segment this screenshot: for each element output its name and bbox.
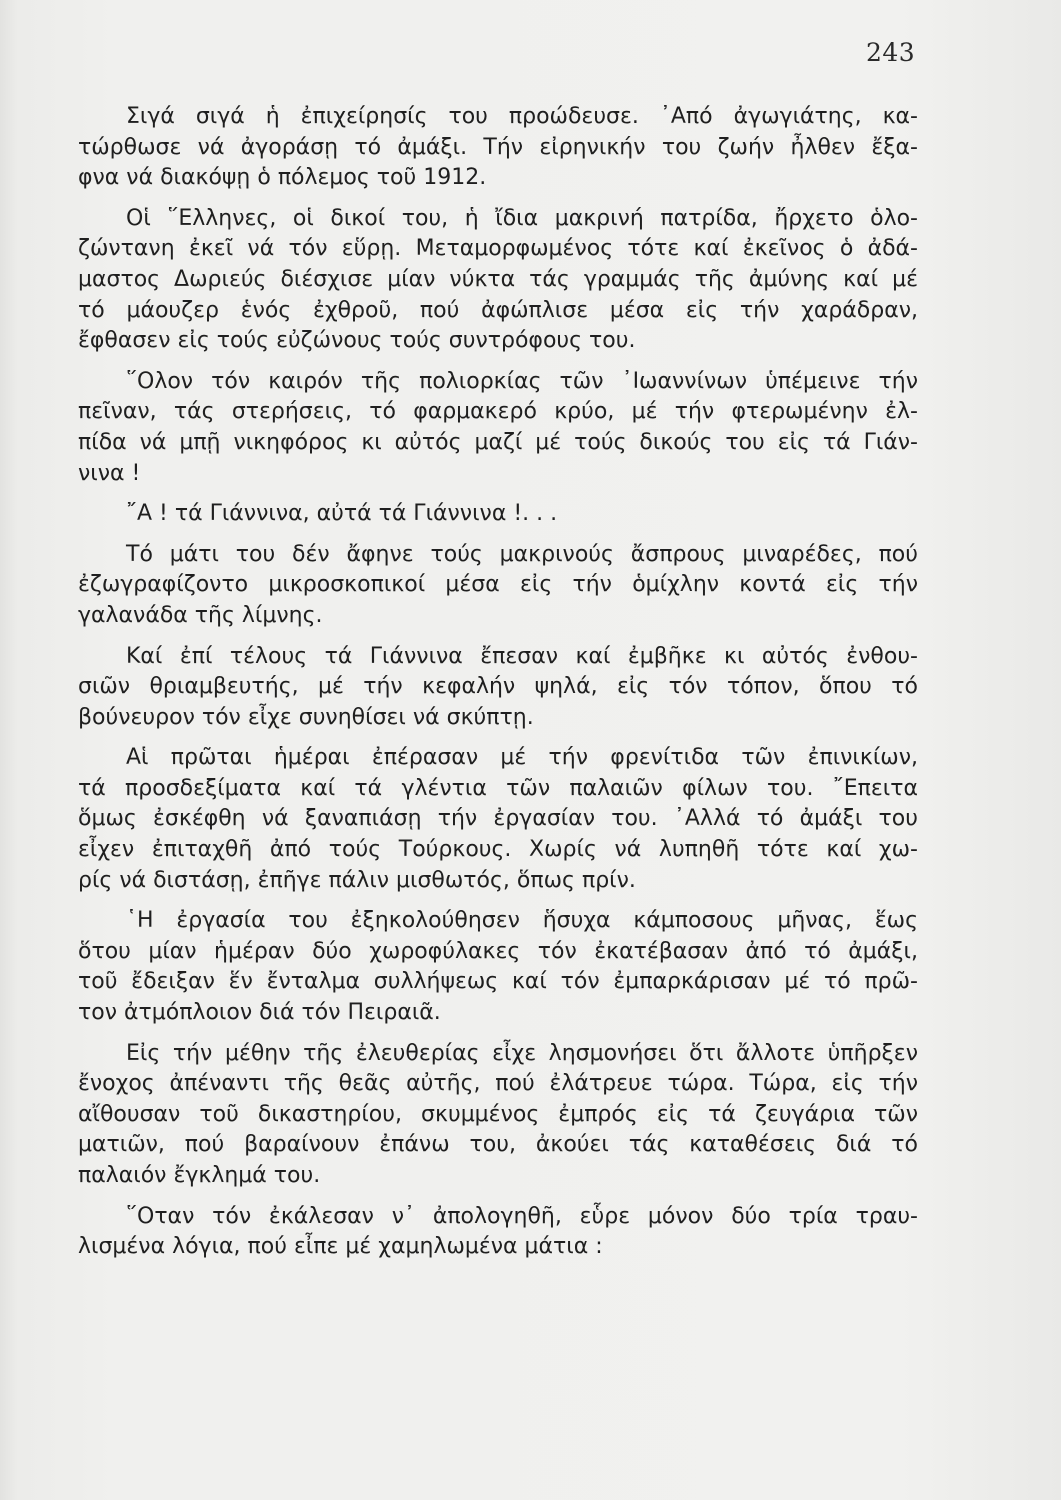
paragraph: [78, 204, 918, 357]
text-line: ἔφθασεν εἰς τούς εὐζώνους τούς συντρόφους του.: [78, 328, 636, 354]
text-line: μαστος Δωριεύς διέσχισε μίαν νύκτα τάς γραμμάς τῆς ἀμύνης καί μέ: [78, 266, 918, 292]
text-line: ζώντανη ἐκεῖ νά τόν εὕρῃ. Μεταμορφωμένος τότε καί ἐκεῖνος ὁ ἀδά-: [78, 236, 918, 262]
text-line: Οἱ ῞Ελληνες, οἱ δικοί του, ἡ ἴδια μακρινή πατρίδα, ἤρχετο ὁλο-: [126, 205, 918, 231]
paragraph: [78, 367, 918, 489]
paragraph: [78, 743, 918, 896]
text-line: αἴθουσαν τοῦ δικαστηρίου, σκυμμένος ἐμπρός εἰς τά ζευγάρια τῶν: [78, 1101, 918, 1127]
text-line: ῞Ολον τόν καιρόν τῆς πολιορκίας τῶν ᾽Ιωαννίνων ὑπέμεινε τήν: [126, 368, 918, 394]
text-line: ῞Οταν τόν ἐκάλεσαν ν᾽ ἀπολογηθῆ, εὗρε μόνον δύο τρία τραυ-: [126, 1203, 918, 1229]
text-line: γαλανάδα τῆς λίμνης.: [78, 602, 323, 628]
text-line: νινα !: [78, 460, 141, 486]
paragraph: [78, 102, 918, 194]
text-line: ῾Η ἐργασία του ἐξηκολούθησεν ἥσυχα κάμποσους μῆνας, ἕως: [126, 908, 918, 934]
text-line: τό μάουζερ ἑνός ἐχθροῦ, πού ἀφώπλισε μέσα εἰς τήν χαράδραν,: [78, 297, 918, 323]
text-line: βούνευρον τόν εἶχε συνηθίσει νά σκύπτῃ.: [78, 704, 534, 730]
paragraph: [78, 642, 918, 734]
text-line: Καί ἐπί τέλους τά Γιάννινα ἔπεσαν καί ἐμβῆκε κι αὐτός ἐνθου-: [126, 643, 918, 669]
text-line: παλαιόν ἔγκλημά του.: [78, 1163, 321, 1188]
paragraph: [78, 1202, 918, 1263]
text-line: φνα νά διακόψῃ ὁ πόλεμος τοῦ 1912.: [78, 165, 487, 191]
paragraph: [78, 540, 918, 632]
text-line: σιῶν θριαμβευτής, μέ τήν κεφαλήν ψηλά, εἰς τόν τόπον, ὅπου τό: [78, 674, 918, 700]
body-text: [78, 102, 918, 1273]
text-line: τώρθωσε νά ἀγοράσῃ τό ἀμάξι. Τήν εἰρηνικήν του ζωήν ἦλθεν ἔξα-: [78, 134, 918, 160]
text-line: Τό μάτι του δέν ἄφηνε τούς μακρινούς ἄσπρους μιναρέδες, πού: [126, 541, 918, 567]
text-line: εἶχεν ἐπιταχθῆ ἀπό τούς Τούρκους. Χωρίς νά λυπηθῆ τότε καί χω-: [78, 837, 918, 863]
text-line: ματιῶν, πού βαραίνουν ἐπάνω του, ἀκούει τάς καταθέσεις διά τό: [78, 1132, 918, 1158]
text-line: τά προσδεξίματα καί τά γλέντια τῶν παλαιῶν φίλων του. ῎Επειτα: [78, 775, 918, 801]
text-line: ὅμως ἐσκέφθη νά ξαναπιάσῃ τήν ἐργασίαν του. ᾽Αλλά τό ἀμάξι του: [78, 806, 918, 832]
text-line: τοῦ ἔδειξαν ἕν ἔνταλμα συλλήψεως καί τόν ἐμπαρκάρισαν μέ τό πρῶ-: [78, 969, 918, 995]
text-line: λισμένα λόγια, πού εἶπε μέ χαμηλωμένα μάτια :: [78, 1234, 603, 1260]
text-line: Εἰς τήν μέθην τῆς ἐλευθερίας εἶχε λησμονήσει ὅτι ἄλλοτε ὑπῆρξεν: [126, 1040, 918, 1066]
text-line: ἐζωγραφίζοντο μικροσκοπικοί μέσα εἰς τήν ὁμίχλην κοντά εἰς τήν: [78, 572, 918, 598]
text-line: Σιγά σιγά ἡ ἐπιχείρησίς του προώδευσε. ᾽Από ἀγωγιάτης, κα-: [126, 104, 918, 129]
paragraph: [78, 499, 918, 530]
paragraph: [78, 1039, 918, 1192]
text-line: ῎Α ! τά Γιάννινα, αὐτά τά Γιάννινα !. . .: [126, 501, 558, 527]
page-number: 243: [866, 38, 916, 67]
text-line: πίδα νά μπῇ νικηφόρος κι αὐτός μαζί μέ τούς δικούς του εἰς τά Γιάν-: [78, 429, 918, 455]
text-line: ρίς νά διστάσῃ, ἐπῆγε πάλιν μισθωτός, ὅπως πρίν.: [78, 867, 636, 893]
text-line: πεῖναν, τάς στερήσεις, τό φαρμακερό κρύο, μέ τήν φτερωμένην ἐλ-: [78, 399, 918, 425]
text-line: ἔνοχος ἀπέναντι τῆς θεᾶς αὐτῆς, πού ἐλάτρευε τώρα. Τώρα, εἰς τήν: [78, 1071, 918, 1097]
paragraph: [78, 906, 918, 1028]
text-line: ὅτου μίαν ἡμέραν δύο χωροφύλακες τόν ἐκατέβασαν ἀπό τό ἀμάξι,: [78, 938, 918, 964]
text-line: τον ἀτμόπλοιον διά τόν Πειραιᾶ.: [78, 1000, 441, 1026]
text-line: Αἱ πρῶται ἡμέραι ἐπέρασαν μέ τήν φρενίτιδα τῶν ἐπινικίων,: [126, 745, 918, 771]
